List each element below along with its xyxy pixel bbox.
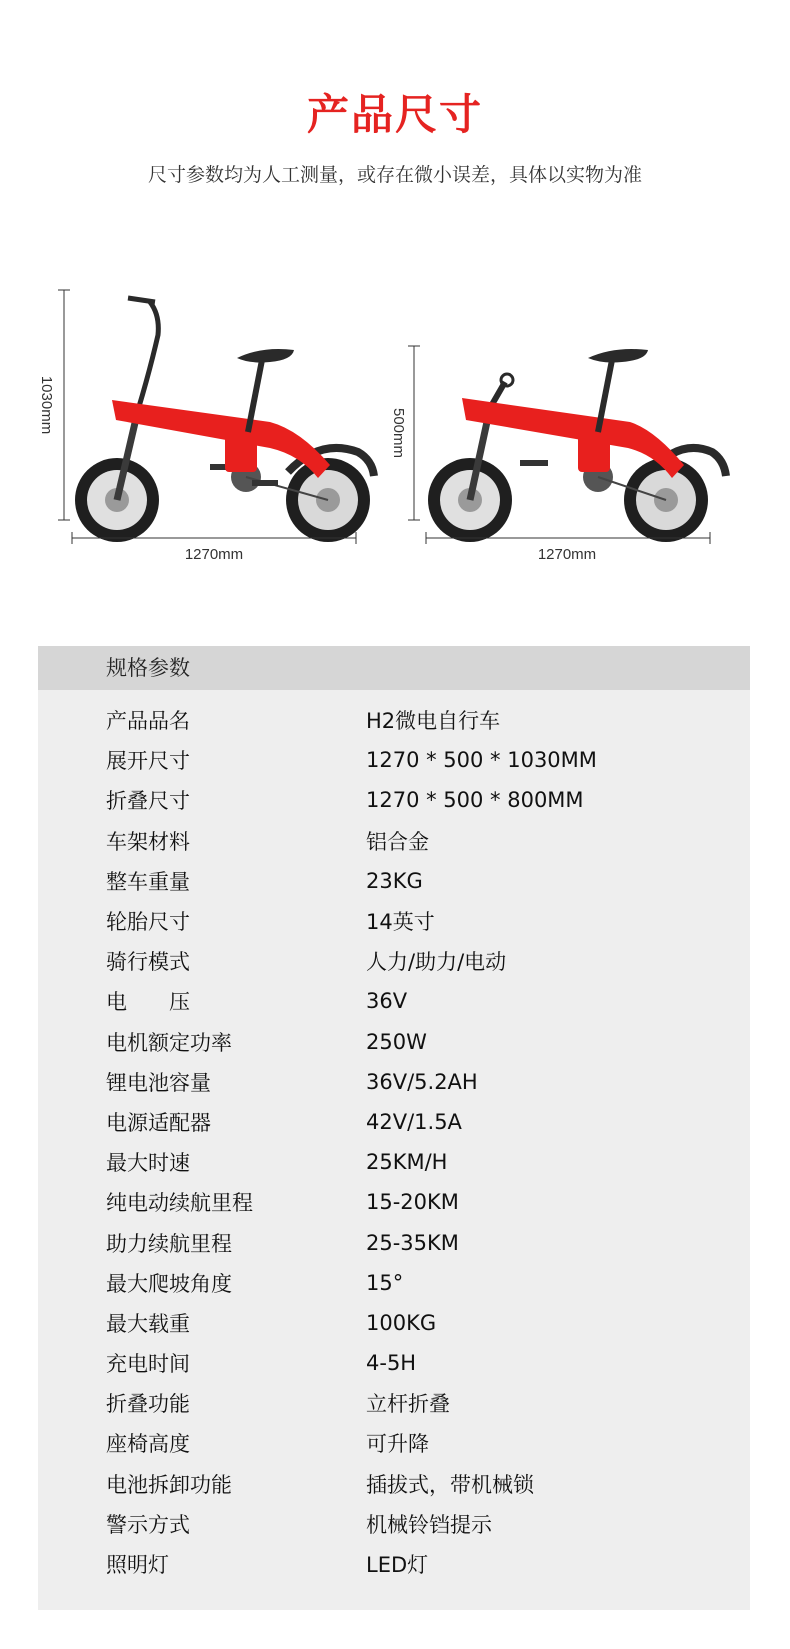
spec-label: 最大爬坡角度: [106, 1271, 232, 1296]
unfolded-length-label: 1270mm: [184, 546, 244, 563]
spec-label: 电 压: [106, 990, 190, 1015]
spec-value: 25KM/H: [366, 1150, 448, 1175]
spec-label: 照明灯: [106, 1553, 169, 1578]
spec-row: [38, 1544, 750, 1584]
bike-unfolded-image: [75, 298, 374, 542]
spec-value: 人力/助力/电动: [366, 950, 507, 975]
page-subtitle: 尺寸参数均为人工测量，或存在微小误差，具体以实物为准: [147, 164, 642, 186]
spec-row: [38, 1062, 750, 1102]
spec-value: 机械铃铛提示: [366, 1512, 492, 1537]
spec-label: 电池拆卸功能: [106, 1472, 232, 1497]
unfolded-height-label: 1030mm: [38, 375, 55, 435]
spec-value: 100KG: [366, 1310, 437, 1335]
dimension-figure: [0, 280, 790, 600]
spec-label: 最大时速: [106, 1151, 190, 1176]
spec-label: 车架材料: [106, 829, 190, 854]
spec-value: 立杆折叠: [366, 1392, 450, 1417]
spec-label: 整车重量: [106, 869, 190, 894]
spec-row: [38, 1142, 750, 1182]
spec-value: 可升降: [366, 1432, 429, 1457]
spec-value: 42V/1.5A: [366, 1109, 462, 1134]
folded-length-label: 1270mm: [537, 546, 597, 563]
spec-row: [38, 740, 750, 780]
spec-value: H2微电自行车: [366, 709, 501, 734]
spec-value: 36V/5.2AH: [366, 1069, 478, 1094]
page-title: 产品尺寸: [306, 90, 483, 139]
spec-row: [38, 1423, 750, 1463]
spec-row: [38, 1383, 750, 1423]
bike-folded-image: [428, 349, 726, 542]
spec-table-heading: 规格参数: [38, 646, 750, 690]
spec-table: [38, 646, 750, 1610]
spec-rows: [38, 690, 750, 1584]
spec-value: 1270 * 500 * 800MM: [366, 788, 584, 813]
spec-value: 14英寸: [366, 910, 435, 935]
spec-label: 电源适配器: [106, 1110, 211, 1135]
spec-value: 铝合金: [366, 829, 429, 854]
spec-value: 插拔式，带机械锁: [366, 1472, 534, 1497]
folded-height-label: 500mm: [390, 407, 407, 459]
spec-label: 展开尺寸: [106, 749, 190, 774]
spec-label: 纯电动续航里程: [106, 1191, 253, 1216]
spec-value: 15°: [366, 1270, 404, 1295]
spec-value: LED灯: [366, 1553, 429, 1578]
spec-label: 折叠功能: [106, 1392, 190, 1417]
spec-label: 锂电池容量: [106, 1070, 211, 1095]
spec-label: 轮胎尺寸: [106, 910, 190, 935]
spec-row: [38, 1504, 750, 1544]
spec-row: [38, 1343, 750, 1383]
spec-value: 23KG: [366, 868, 423, 893]
spec-value: 36V: [366, 989, 408, 1014]
spec-row: [38, 780, 750, 820]
spec-value: 15-20KM: [366, 1190, 459, 1215]
spec-row: [38, 821, 750, 861]
spec-value: 250W: [366, 1029, 427, 1054]
spec-label: 座椅高度: [106, 1432, 190, 1457]
spec-label: 充电时间: [106, 1352, 190, 1377]
spec-row: [38, 1464, 750, 1504]
spec-label: 警示方式: [106, 1512, 190, 1537]
spec-row: [38, 700, 750, 740]
spec-row: [38, 1182, 750, 1222]
spec-value: 25-35KM: [366, 1230, 459, 1255]
spec-row: [38, 1102, 750, 1142]
spec-row: [38, 861, 750, 901]
spec-label: 骑行模式: [106, 950, 190, 975]
spec-label: 最大载重: [106, 1311, 190, 1336]
bikes-svg: [0, 280, 790, 600]
spec-label: 折叠尺寸: [106, 789, 190, 814]
spec-row: [38, 1303, 750, 1343]
spec-label: 助力续航里程: [106, 1231, 232, 1256]
spec-label: 电机额定功率: [106, 1030, 232, 1055]
spec-value: 1270 * 500 * 1030MM: [366, 748, 597, 773]
spec-row: [38, 1222, 750, 1262]
spec-row: [38, 981, 750, 1021]
spec-row: [38, 901, 750, 941]
spec-row: [38, 1022, 750, 1062]
spec-row: [38, 941, 750, 981]
spec-row: [38, 1263, 750, 1303]
spec-value: 4-5H: [366, 1351, 417, 1376]
spec-label: 产品品名: [106, 709, 190, 734]
